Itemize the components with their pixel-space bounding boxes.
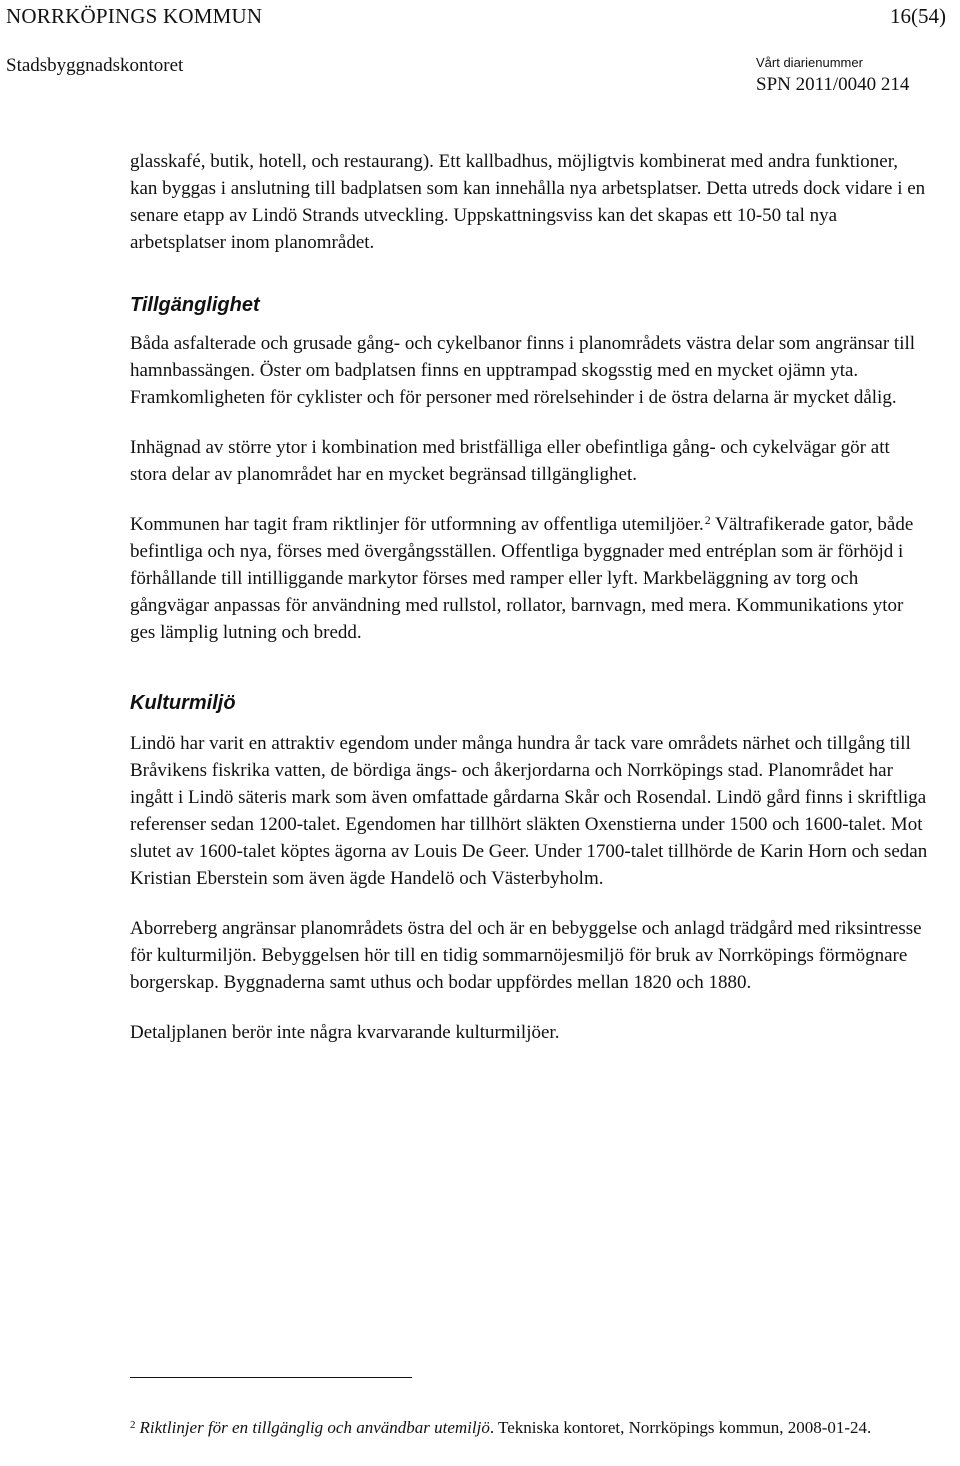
- footnote-divider: [130, 1377, 412, 1378]
- tillganglighet-paragraph-1: Båda asfalterade och grusade gång- och cykelbanor finns i planområdets västra delar som angränsar till hamnbassängen. Öster om badplatsen finns en upptrampad skogsstig med en mycket ojämn yta. Framkomligheten för cyklister och för personer med rörelsehinder i de östra delarna är mycket dålig.: [130, 333, 916, 408]
- document-body: [130, 148, 930, 1046]
- diarie-number: SPN 2011/0040 214: [756, 74, 910, 95]
- footnote-title: Riktlinjer för en tillgänglig och användbar utemiljö: [139, 1418, 490, 1437]
- footnote-ref: 2: [704, 513, 711, 527]
- diarie-label: Vårt diarienummer: [756, 55, 863, 70]
- footnote-rest: . Tekniska kontoret, Norrköpings kommun, 2008-01-24.: [489, 1418, 872, 1437]
- page-number: 16(54): [890, 4, 946, 28]
- intro-paragraph: glasskafé, butik, hotell, och restaurang). Ett kallbadhus, möjligtvis kombinerat med andra funktioner, kan byggas i anslutning till badplatsen som kan innehålla nya arbetsplatser. Detta utreds dock vidare i en senare etapp av Lindö Strands utveckling. Uppskattningsviss kan det skapas ett 10-50 tal nya arbetsplatser inom planområdet.: [130, 151, 926, 253]
- office-name: Stadsbyggnadskontoret: [6, 55, 184, 76]
- section-heading-tillganglighet: Tillgänglighet: [130, 294, 260, 316]
- kulturmiljo-paragraph-3: Detaljplanen berör inte några kvarvarande kulturmiljöer.: [130, 1022, 560, 1043]
- section-heading-kulturmiljo: Kulturmiljö: [130, 692, 236, 714]
- kulturmiljo-paragraph-2: Aborreberg angränsar planområdets östra del och är en bebyggelse och anlagd trädgård med riksintresse för kulturmiljön. Bebyggelsen hör till en tidig sommarnöjesmiljö för bruk av Norrköpings förmögnare borgerskap. Byggnaderna samt uthus och bodar uppfördes mellan 1820 och 1880.: [130, 918, 922, 993]
- paragraph-3-rest: Vältrafikerade gator, både befintliga och nya, förses med övergångsställen. Offentliga byggnader med entréplan som är förhöjd i förhållande till intilliggande markytor förses med ramper eller lyft. Markbeläggning av torg och gångvägar anpassas för användning med rullstol, rollator, barnvagn, med mera. Kommunikations ytor ges lämplig lutning och bredd.: [130, 514, 914, 643]
- tillganglighet-paragraph-2: Inhägnad av större ytor i kombination med bristfälliga eller obefintliga gång- och cykelvägar gör att stora delar av planområdet har en mycket begränsad tillgänglighet.: [130, 437, 890, 485]
- kulturmiljo-paragraph-1: Lindö har varit en attraktiv egendom under många hundra år tack vare områdets närhet och tillgång till Bråvikens fiskrika vatten, de bördiga ängs- och åkerjordarna och Norrköpings stad. Planområdet har ingått i Lindö säteris mark som även omfattade gårdarna Skår och Rosendal. Lindö gård finns i skriftliga referenser sedan 1200-talet. Egendomen har tillhört släkten Oxenstierna under 1500 och 1600-talet. Mot slutet av 1600-talet köptes ägorna av Louis De Geer. Under 1700-talet tillhörde de Karin Horn och sedan Kristian Eberstein som även ägde Handelö och Västerbyholm.: [130, 733, 928, 889]
- paragraph-3-lead: Kommunen har tagit fram riktlinjer för utformning av offentliga utemiljöer.: [130, 514, 704, 535]
- org-name: NORRKÖPINGS KOMMUN: [6, 4, 263, 28]
- footnote-number: 2: [130, 1419, 136, 1431]
- footnote: [130, 1414, 910, 1442]
- tillganglighet-paragraph-3: [130, 511, 930, 646]
